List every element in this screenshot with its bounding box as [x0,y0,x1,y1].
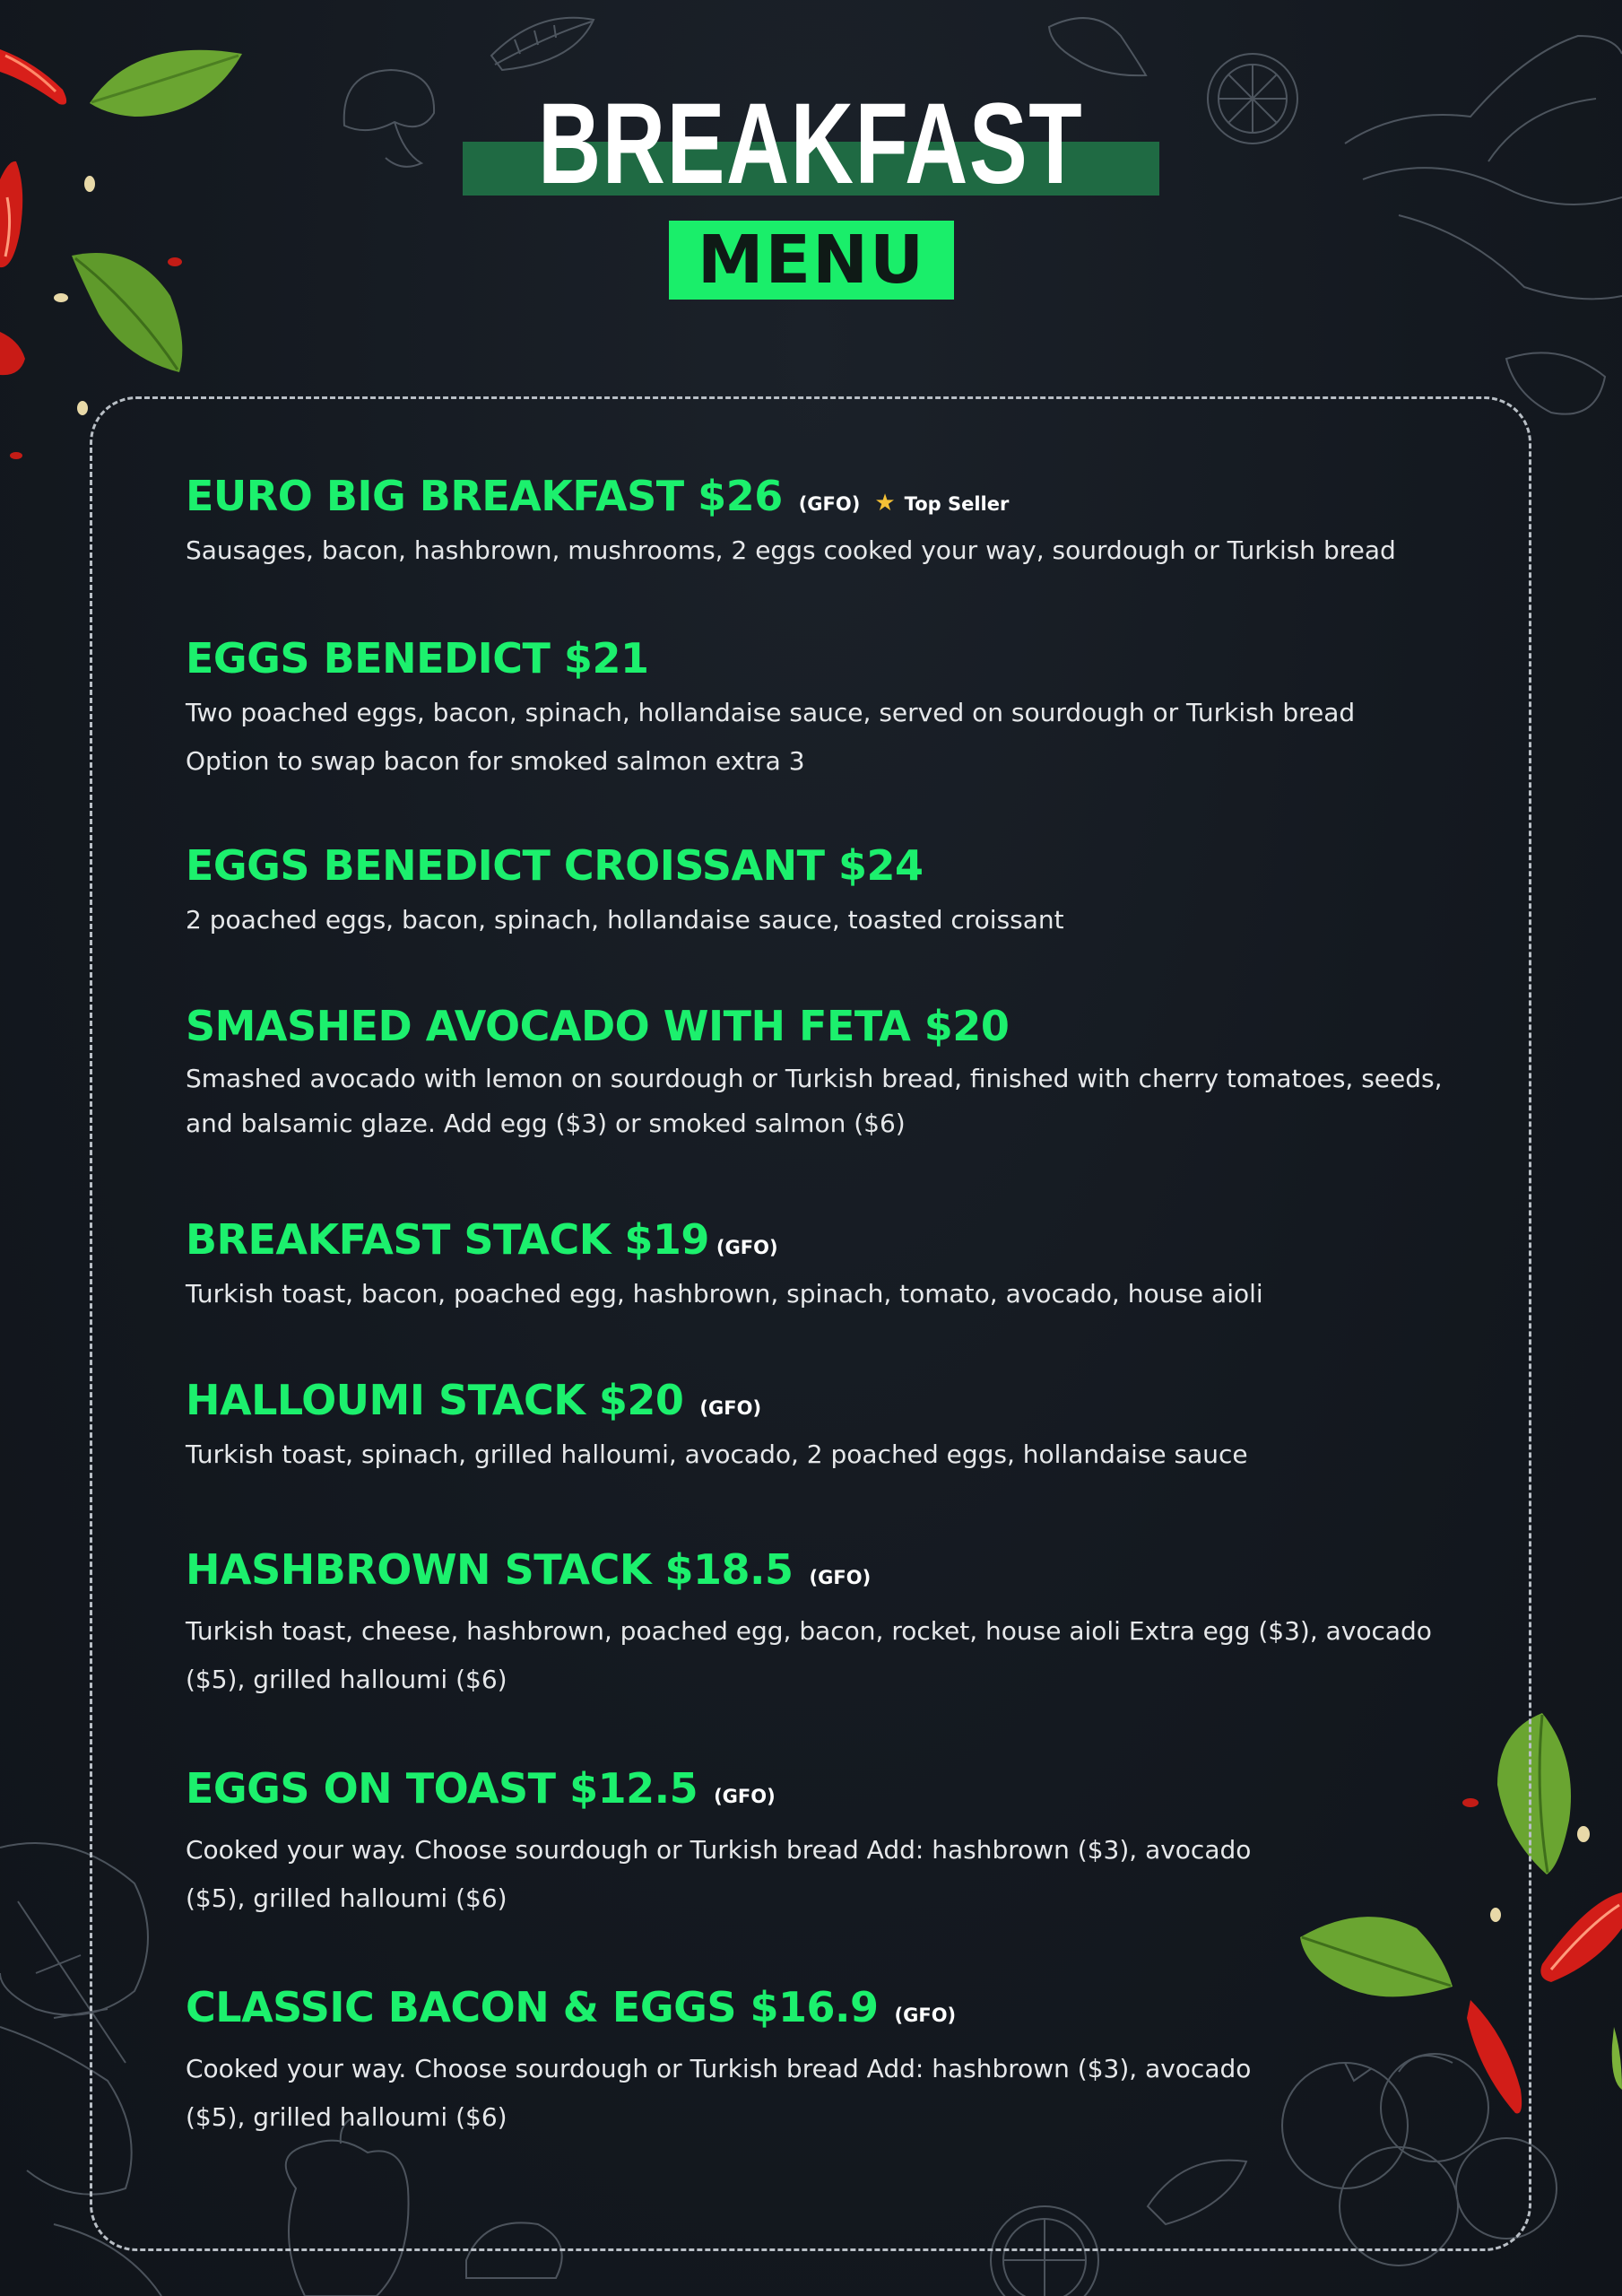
dietary-tag: (GFO) [809,1567,872,1588]
menu-item-description: Smashed avocado with lemon on sourdough or Turkish bread, finished with cherry tomatoes, seeds, and balsamic glaze. Add egg ($3) or smoked salmon ($6) [186,1064,1443,1138]
menu-item-header [186,1763,1477,1813]
menu-item-name: BREAKFAST STACK $19 [186,1215,709,1264]
menu-item-header [186,1214,1477,1265]
title-block [452,80,1169,208]
menu-item-name: EGGS ON TOAST $12.5 [186,1764,698,1813]
menu-item-description: Turkish toast, cheese, hashbrown, poached egg, bacon, rocket, house aioli Extra egg ($3), avocado ($5), grilled halloumi ($6) [186,1616,1432,1694]
menu-item-name: HALLOUMI STACK $20 [186,1376,684,1424]
menu-item-name: CLASSIC BACON & EGGS $16.9 [186,1983,879,2031]
menu-item [186,1214,1477,1318]
menu-item-description: Cooked your way. Choose sourdough or Turkish bread Add: hashbrown ($3), avocado ($5), grilled halloumi ($6) [186,1835,1252,1913]
menu-item-header [186,1001,1477,1051]
menu-item-header [186,840,1477,891]
leaf-sketch-icon [491,18,594,70]
top-seller-badge: Top Seller [904,493,1010,515]
menu-item-header [186,1544,1477,1595]
menu-item [186,840,1477,944]
menu-item-header [186,633,1477,683]
menu-header [0,80,1622,208]
menu-item [186,471,1477,575]
leaf-sketch-icon [1049,18,1146,75]
dietary-tag: (GFO) [716,1237,778,1258]
menu-item-description: Sausages, bacon, hashbrown, mushrooms, 2 eggs cooked your way, sourdough or Turkish bread [186,535,1396,565]
dietary-tag: (GFO) [699,1397,762,1419]
menu-item-description: 2 poached eggs, bacon, spinach, hollandaise sauce, toasted croissant [186,905,1064,935]
star-icon: ★ [874,490,896,517]
menu-item-name: EURO BIG BREAKFAST $26 [186,472,783,520]
menu-item-description: Turkish toast, bacon, poached egg, hashbrown, spinach, tomato, avocado, house aioli [186,1279,1263,1309]
menu-item [186,1982,1477,2142]
menu-item-description: Turkish toast, spinach, grilled halloumi, avocado, 2 poached eggs, hollandaise sauce [186,1439,1248,1469]
menu-item [186,1001,1477,1146]
dietary-tag: (GFO) [798,493,861,515]
menu-item-name: EGGS BENEDICT $21 [186,634,649,683]
basil-leaf-icon [72,253,182,372]
menu-item [186,1544,1477,1704]
menu-item-description: Cooked your way. Choose sourdough or Turkish bread Add: hashbrown ($3), avocado ($5), grilled halloumi ($6) [186,2054,1252,2132]
dietary-tag: (GFO) [714,1786,776,1807]
menu-item [186,633,1477,786]
menu-item-header [186,1375,1477,1425]
seed-icon [54,176,95,415]
page-title: BREAKFAST [538,80,1084,208]
menu-item-header [186,471,1477,521]
menu-item-name: SMASHED AVOCADO WITH FETA $20 [186,1002,1010,1050]
chili-pepper-icon [0,332,25,375]
dietary-tag: (GFO) [894,2005,957,2026]
menu-subtitle-badge: MENU [669,221,954,300]
menu-item-name: HASHBROWN STACK $18.5 [186,1545,794,1594]
menu-item [186,1375,1477,1479]
menu-item-description: Two poached eggs, bacon, spinach, hollandaise sauce, served on sourdough or Turkish bread Option to swap bacon for smoked salmon extra 3 [186,698,1356,776]
menu-item [186,1763,1477,1923]
menu-item-header [186,1982,1477,2032]
chili-pepper-icon [1540,1892,1622,1982]
menu-item-name: EGGS BENEDICT CROISSANT $24 [186,841,924,890]
